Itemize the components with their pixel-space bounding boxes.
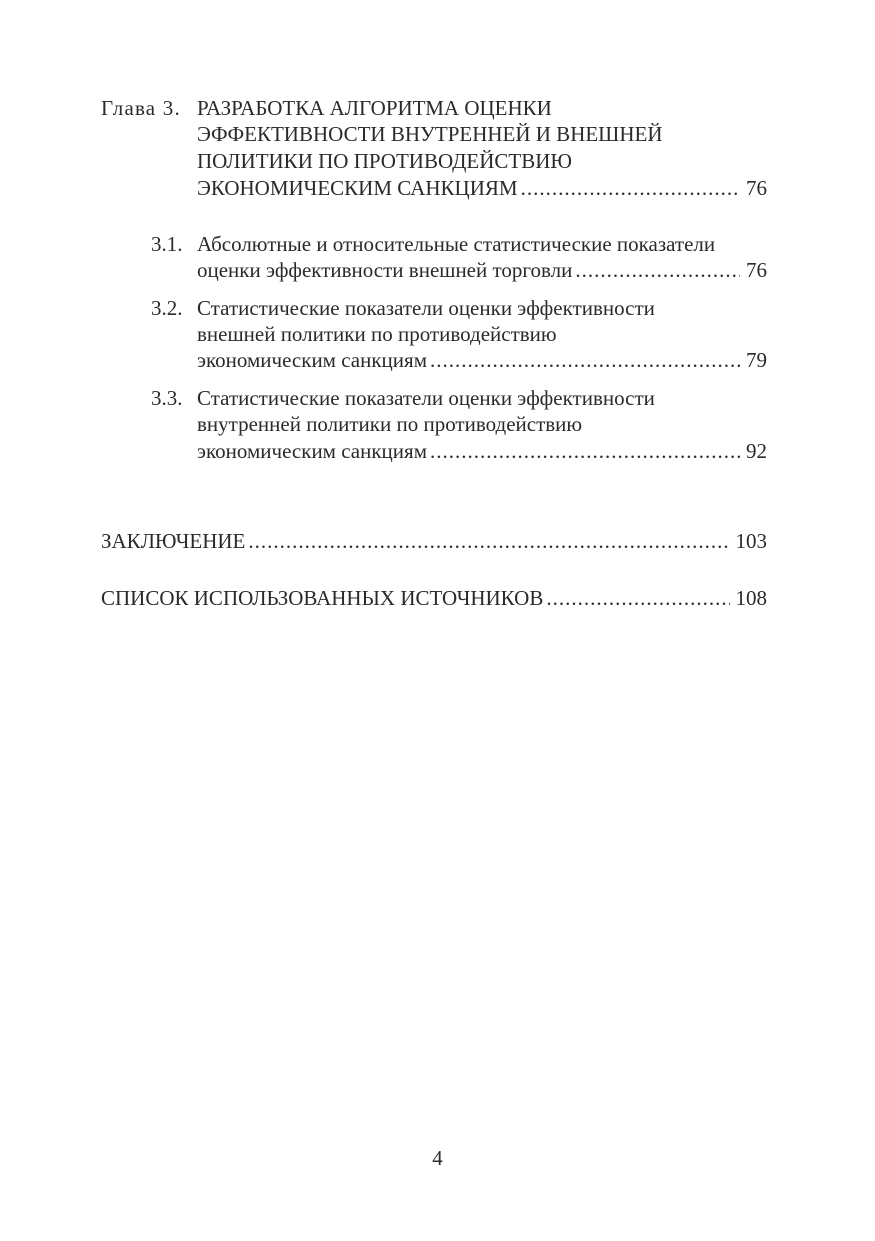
page-ref: 79 [746, 348, 767, 372]
page-ref: 108 [735, 586, 767, 610]
chapter-title-line: ПОЛИТИКИ ПО ПРОТИВОДЕЙСТВИЮ [197, 149, 572, 173]
toc-entry-link[interactable] [197, 437, 767, 465]
toc-references[interactable] [101, 584, 767, 612]
conclusion-title: ЗАКЛЮЧЕНИЕ [101, 529, 246, 553]
toc-entry-link[interactable] [197, 256, 767, 284]
toc-conclusion[interactable] [101, 527, 767, 555]
page-ref: 76 [746, 176, 767, 200]
section-title-line: Статистические показатели оценки эффективности [197, 296, 655, 320]
page-number: 4 [432, 1146, 443, 1170]
section-title-line: оценки эффективности внешней торговли [197, 258, 573, 282]
dot-leader [521, 174, 740, 202]
dot-leader [430, 437, 740, 465]
chapter-label: Глава 3. [101, 96, 181, 120]
dot-leader [575, 256, 740, 284]
section-title-line: Статистические показатели оценки эффективности [197, 386, 655, 410]
section-title-line: экономическим санкциям [197, 348, 427, 372]
chapter-title-line: ЭФФЕКТИВНОСТИ ВНУТРЕННЕЙ И ВНЕШНЕЙ [197, 122, 663, 146]
chapter-title-line: ЭКОНОМИЧЕСКИМ САНКЦИЯМ [197, 176, 518, 200]
section-number: 3.1. [151, 232, 183, 256]
dot-leader [248, 527, 729, 555]
dot-leader [430, 346, 740, 374]
chapter-title-line: РАЗРАБОТКА АЛГОРИТМА ОЦЕНКИ [197, 96, 552, 120]
section-number: 3.2. [151, 296, 183, 320]
section-title-line: Абсолютные и относительные статистические показатели [197, 232, 716, 256]
references-title: СПИСОК ИСПОЛЬЗОВАННЫХ ИСТОЧНИКОВ [101, 586, 544, 610]
toc-entry-link[interactable] [197, 346, 767, 374]
section-title-line: внешней политики по противодействию [197, 322, 557, 346]
section-number: 3.3. [151, 386, 183, 410]
page-ref: 76 [746, 258, 767, 282]
page-ref: 92 [746, 439, 767, 463]
section-title-line: экономическим санкциям [197, 439, 427, 463]
section-title-line: внутренней политики по противодействию [197, 412, 583, 436]
dot-leader [546, 584, 729, 612]
toc-entry-link[interactable] [197, 174, 767, 202]
page-ref: 103 [735, 529, 767, 553]
